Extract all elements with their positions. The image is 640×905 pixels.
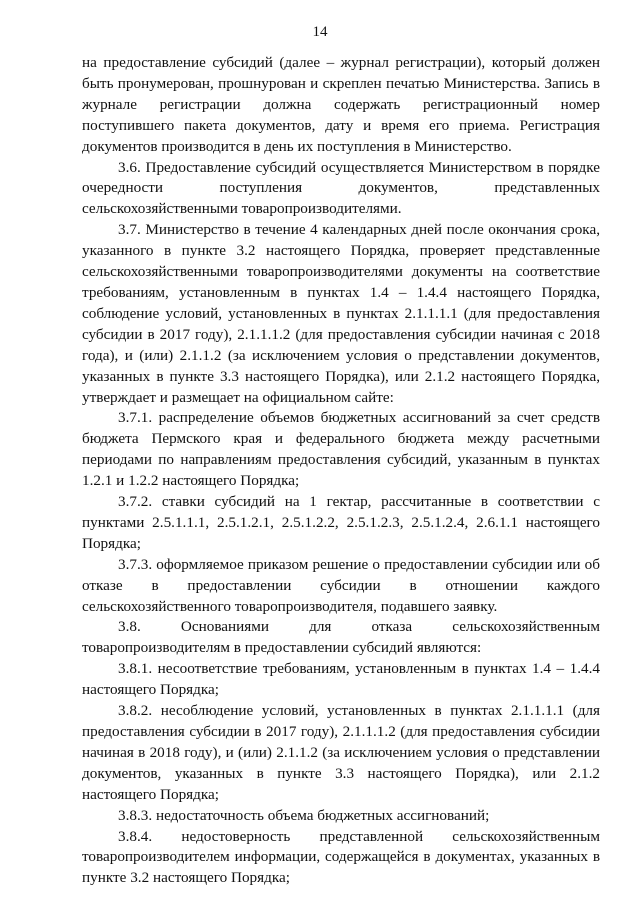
paragraph-3-7-2: 3.7.2. ставки субсидий на 1 гектар, рассчитанные в соответствии с пунктами 2.5.1.1.1, 2.5.1.2.1, 2.5.1.2.2, 2.5.1.2.3, 2.5.1.2.4, 2.6.1.1 настоящего Порядка; (82, 493, 600, 552)
paragraph-3-7-1: 3.7.1. распределение объемов бюджетных ассигнований за счет средств бюджета Пермского края и федерального бюджета между расчетными периодами по направлениям предоставления субсидий, указанным в пунктах 1.2.1 и 1.2.2 настоящего Порядка; (82, 409, 600, 490)
paragraph-3-8-4: 3.8.4. недостоверность представленной сельскохозяйственным товаропроизводителем информации, содержащейся в документах, указанных в пункте 3.2 настоящего Порядка; (82, 827, 600, 887)
page-number: 14 (312, 24, 328, 40)
paragraph-3-8-1: 3.8.1. несоответствие требованиям, установленным в пунктах 1.4 – 1.4.4 настоящего Порядка; (82, 660, 600, 699)
paragraph-3-7-3: 3.7.3. оформляемое приказом решение о предоставлении субсидии или об отказе в предоставлении субсидии в отношении каждого сельскохозяйственного товаропроизводителя, подавшего заявку. (82, 555, 600, 615)
document-body (82, 53, 600, 889)
paragraph-3-8: 3.8. Основаниями для отказа сельскохозяйственным товаропроизводителям в предоставлении субсидий являются: (82, 618, 600, 657)
paragraph-3-6: 3.6. Предоставление субсидий осуществляется Министерством в порядке очередности поступления документов, представленных сельскохозяйственными товаропроизводителями. (82, 158, 600, 218)
paragraph-3-8-2: 3.8.2. несоблюдение условий, установленных в пунктах 2.1.1.1.1 (для предоставления субсидии в 2017 году), 2.1.1.1.2 (для предоставления субсидии начиная в 2018 году), и (или) 2.1.1.2 (за исключением условия о представлении документов, указанных в пункте 3.3 настоящего Порядка), или 2.1.2 настоящего Порядка; (82, 702, 600, 803)
paragraph-3-7: 3.7. Министерство в течение 4 календарных дней после окончания срока, указанного в пункте 3.2 настоящего Порядка, проверяет представленные сельскохозяйственными товаропроизводителями документы на соответствие требованиям, установленным в пунктах 1.4 – 1.4.4 настоящего Порядка, соблюдение условий, установленных в пунктах 2.1.1.1.1 (для предоставления субсидии в 2017 году), 2.1.1.1.2 (для предоставления субсидии начиная с 2018 года), и (или) 2.1.1.2 (за исключением условия о представлении документов, указанных в пункте 3.3 настоящего Порядка), или 2.1.2 настоящего Порядка, утверждает и размещает на официальном сайте: (82, 221, 600, 406)
paragraph-continuation-journal: на предоставление субсидий (далее – журнал регистрации), который должен быть пронумерован, прошнурован и скреплен печатью Министерства. Запись в журнале регистрации должна содержать регистрационный номер поступившего пакета документов, дату и время его приема. Регистрация документов производится в день их поступления в Министерство. (82, 54, 600, 155)
paragraph-3-8-3: 3.8.3. недостаточность объема бюджетных ассигнований; (118, 806, 490, 824)
